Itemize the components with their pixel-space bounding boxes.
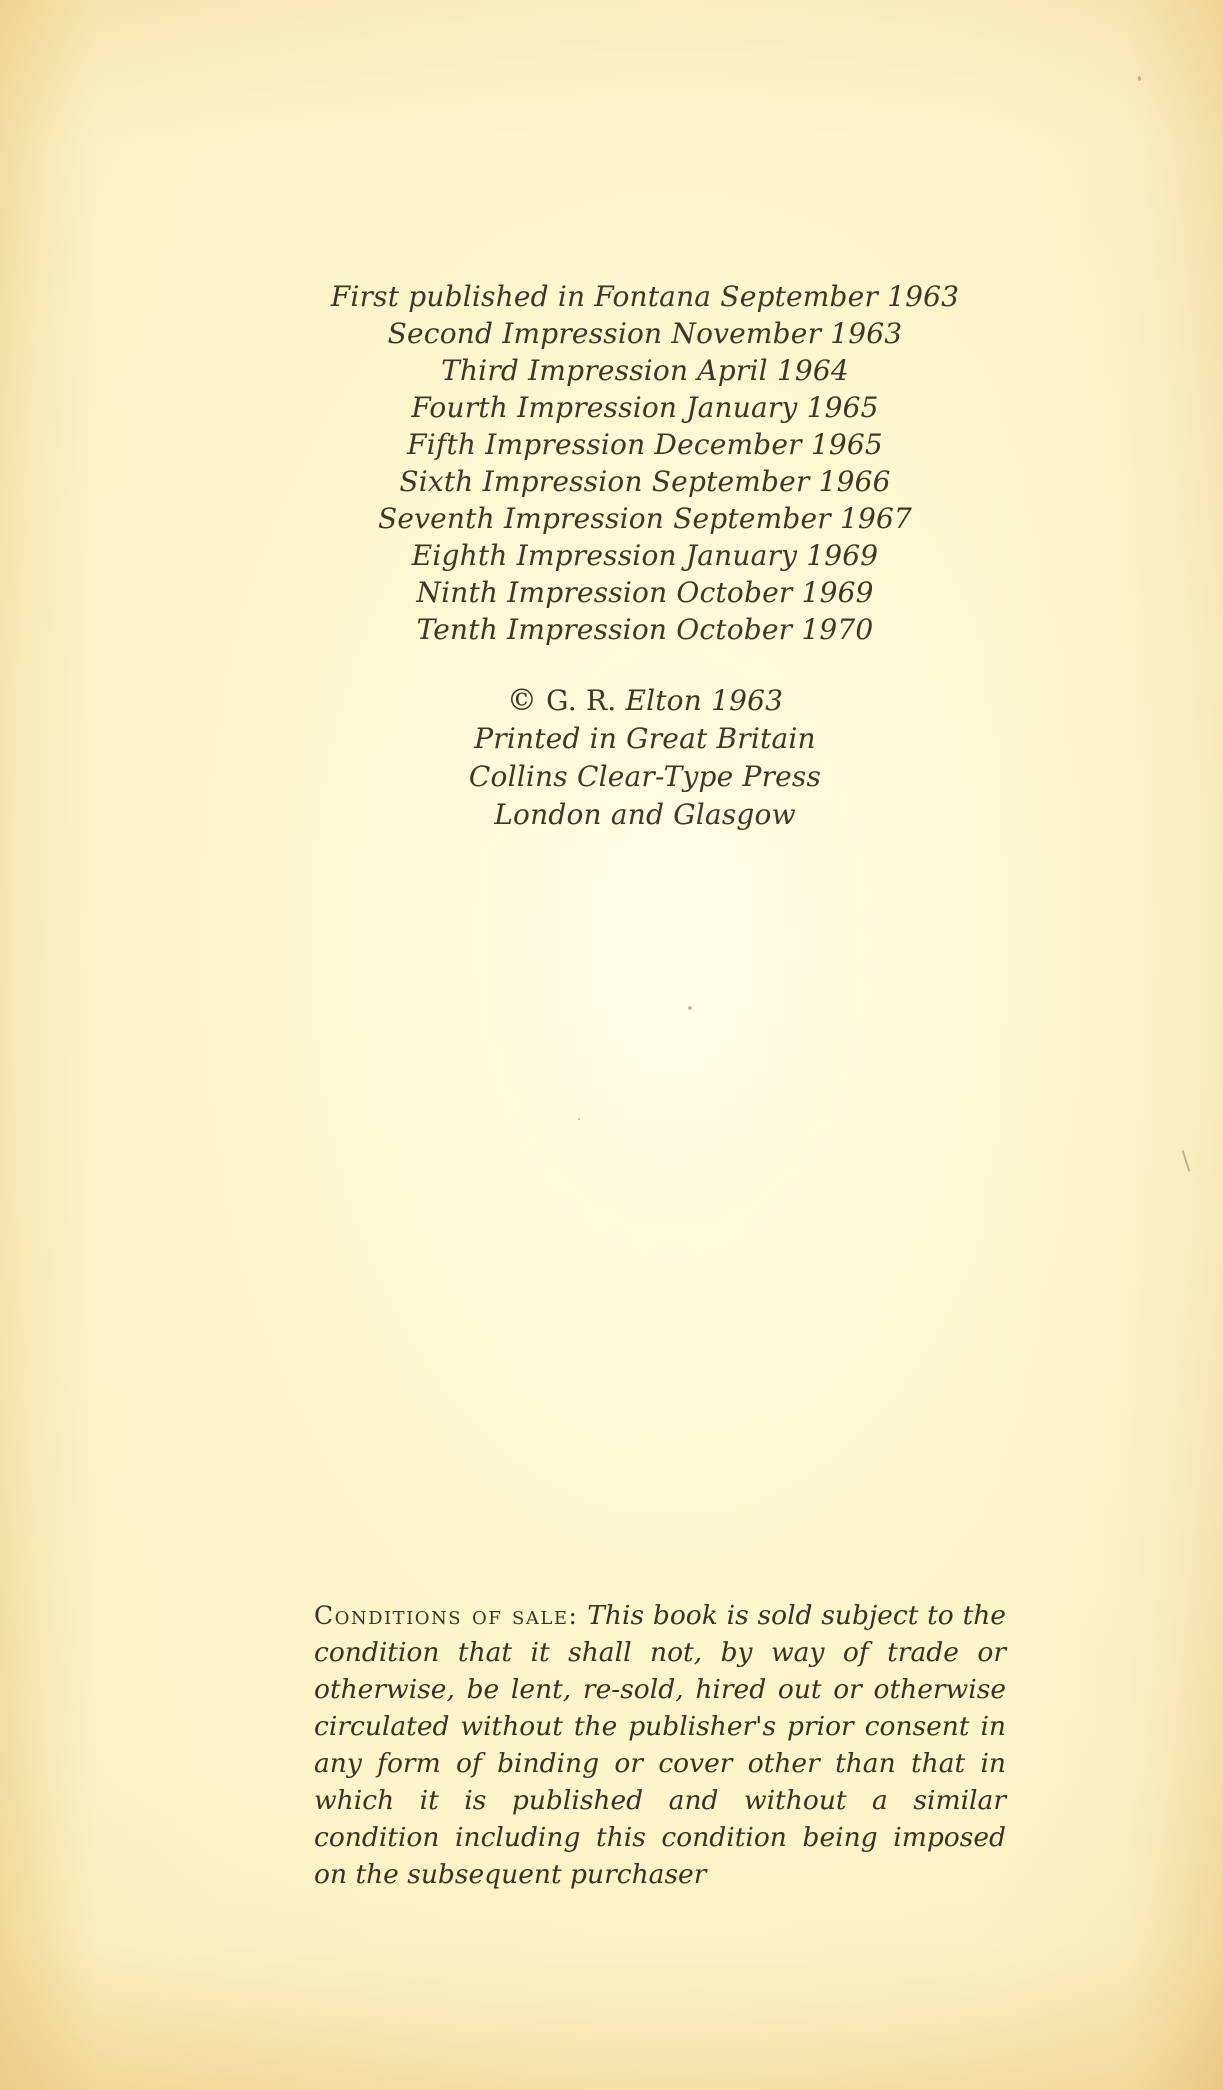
- publisher-imprint: [300, 682, 990, 834]
- impression-line: Ninth Impression October 1969: [416, 576, 874, 609]
- paper-speck: [1138, 76, 1141, 81]
- impression-line: Third Impression April 1964: [441, 354, 849, 387]
- impression-line: Tenth Impression October 1970: [416, 613, 874, 646]
- impression-line: Fourth Impression January 1965: [411, 391, 879, 424]
- impression-line: Fifth Impression December 1965: [407, 428, 883, 461]
- conditions-heading: Conditions of sale:: [314, 1601, 579, 1630]
- conditions-of-sale: [314, 1597, 1006, 1893]
- paper-speck: [1182, 1150, 1191, 1172]
- copyright-line: [300, 682, 990, 720]
- impression-line: Sixth Impression September 1966: [399, 465, 891, 498]
- cities-line: London and Glasgow: [494, 798, 796, 831]
- impressions-list: [300, 278, 990, 648]
- impression-line: Seventh Impression September 1967: [377, 502, 913, 535]
- author-initials: G. R.: [546, 684, 617, 717]
- paper-speck: [688, 1006, 692, 1010]
- impression-line: First published in Fontana September 1963: [330, 280, 960, 313]
- paper-speck: [578, 1118, 580, 1120]
- conditions-text: This book is sold subject to the condition that it shall not, by way of trade or otherwise, be lent, re-sold, hired out or otherwise circulated without the publisher's prior consent in any form of binding or cover other than that in which it is published and without a similar condition including this condition being imposed on the subsequent purchaser: [314, 1600, 1006, 1890]
- copyright-symbol: ©: [506, 683, 538, 718]
- author-surname-year: Elton 1963: [625, 684, 784, 717]
- printed-in-line: Printed in Great Britain: [474, 722, 816, 755]
- impression-line: Second Impression November 1963: [387, 317, 903, 350]
- press-line: Collins Clear-Type Press: [468, 760, 822, 793]
- impression-line: Eighth Impression January 1969: [411, 539, 879, 572]
